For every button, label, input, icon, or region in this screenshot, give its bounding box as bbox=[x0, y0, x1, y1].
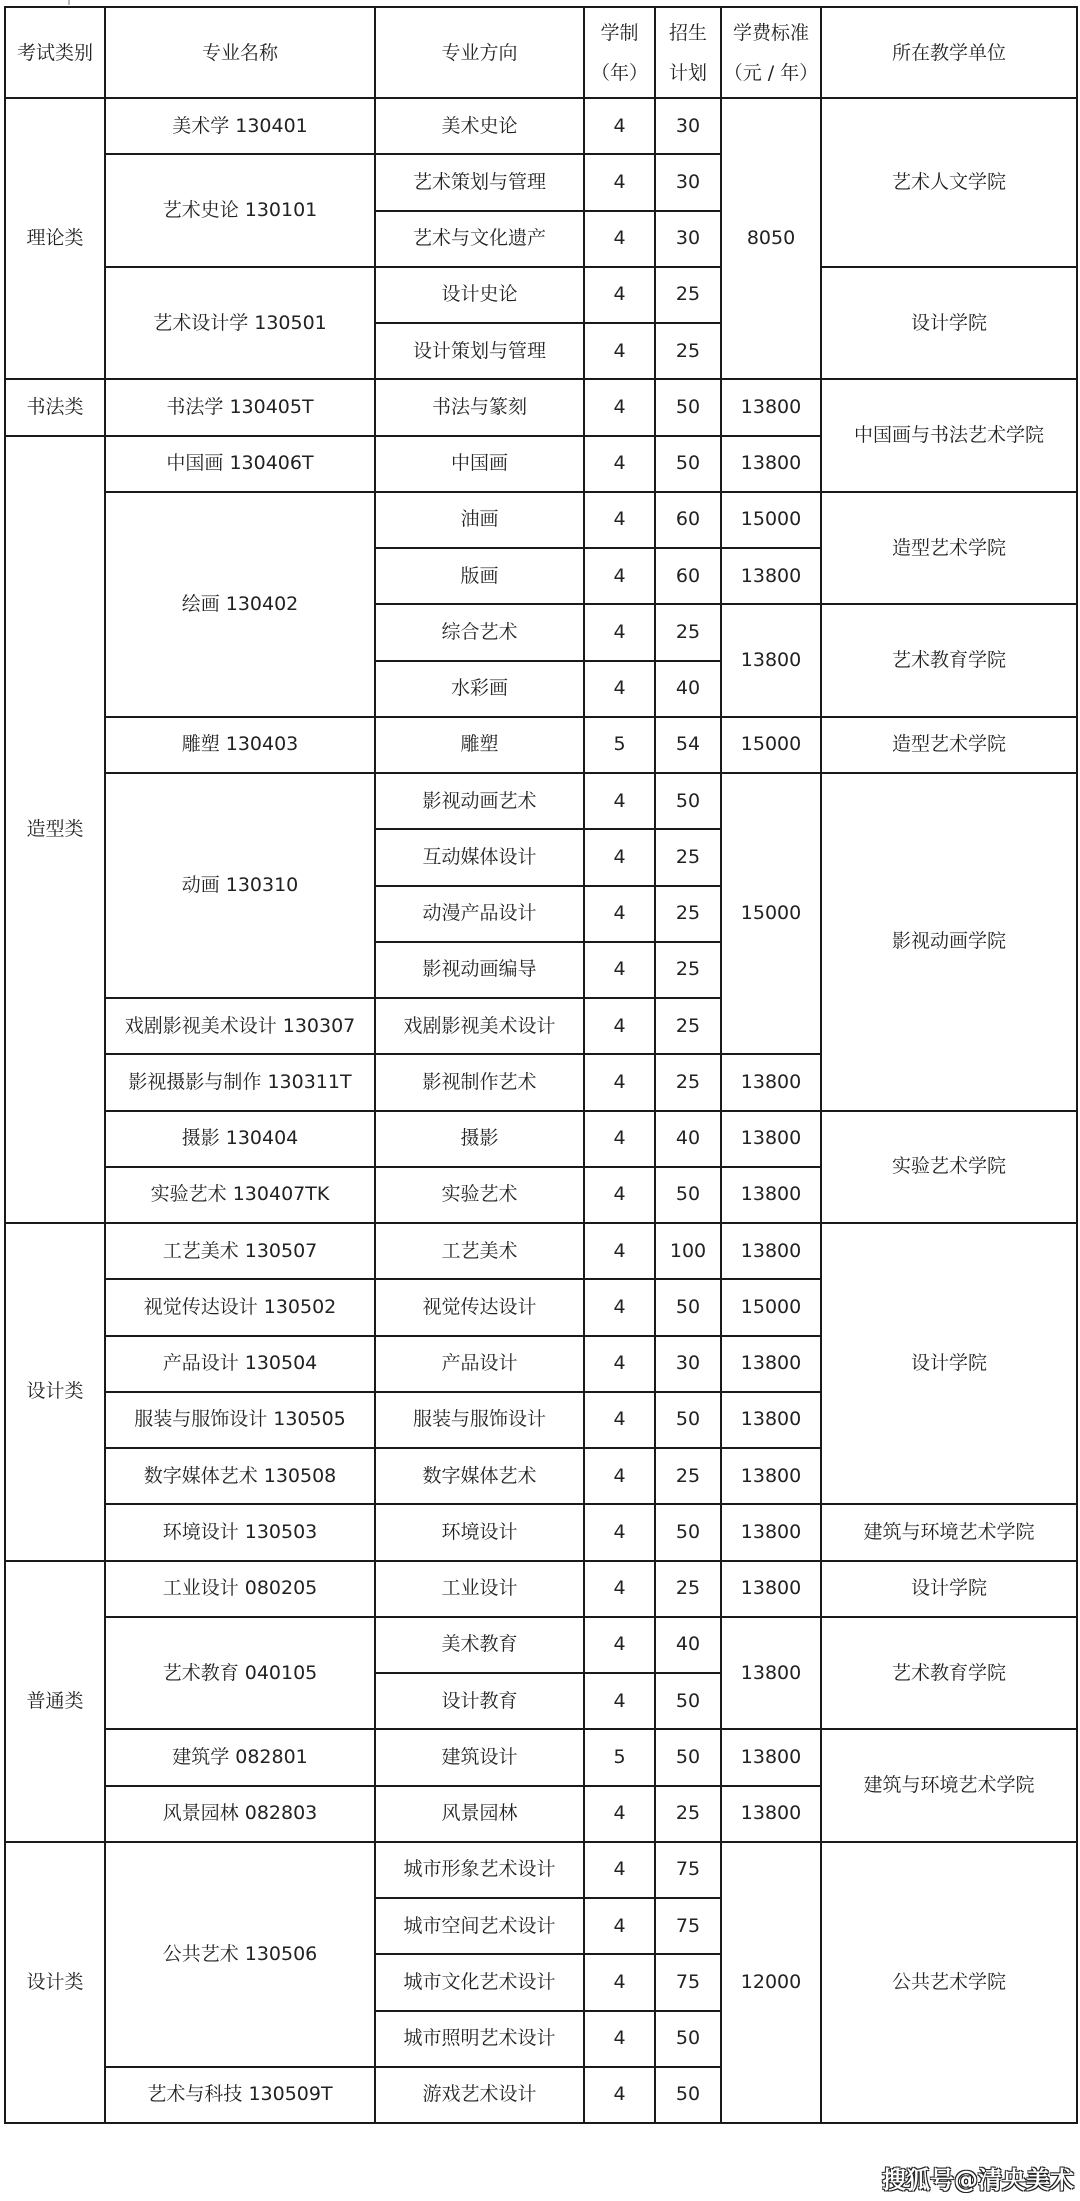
plan-cell: 30 bbox=[655, 98, 721, 154]
header-row bbox=[5, 7, 1077, 98]
direction-cell: 戏剧影视美术设计 bbox=[375, 998, 584, 1054]
major-cell: 书法学 130405T bbox=[105, 379, 375, 435]
top-marker bbox=[68, 0, 70, 5]
category-cell: 普通类 bbox=[5, 1561, 105, 1842]
years-cell: 4 bbox=[584, 1504, 655, 1560]
fee-cell: 13800 bbox=[721, 1504, 821, 1560]
years-cell: 4 bbox=[584, 1111, 655, 1167]
direction-cell: 摄影 bbox=[375, 1111, 584, 1167]
direction-cell: 环境设计 bbox=[375, 1504, 584, 1560]
years-cell: 4 bbox=[584, 661, 655, 717]
direction-cell: 影视制作艺术 bbox=[375, 1054, 584, 1110]
plan-cell: 30 bbox=[655, 1336, 721, 1392]
plan-cell: 25 bbox=[655, 267, 721, 323]
header-years-line2: （年） bbox=[590, 61, 648, 84]
years-cell: 4 bbox=[584, 323, 655, 379]
category-cell: 设计类 bbox=[5, 1223, 105, 1561]
school-cell: 设计学院 bbox=[821, 1223, 1077, 1504]
plan-cell: 25 bbox=[655, 942, 721, 998]
major-cell: 建筑学 082801 bbox=[105, 1729, 375, 1785]
category-cell: 理论类 bbox=[5, 98, 105, 379]
direction-cell: 艺术与文化遗产 bbox=[375, 211, 584, 267]
fee-cell: 15000 bbox=[721, 1279, 821, 1335]
major-cell: 艺术史论 130101 bbox=[105, 154, 375, 267]
major-cell: 绘画 130402 bbox=[105, 492, 375, 717]
category-cell: 书法类 bbox=[5, 379, 105, 435]
plan-cell: 75 bbox=[655, 1898, 721, 1954]
direction-cell: 影视动画编导 bbox=[375, 942, 584, 998]
fee-cell: 13800 bbox=[721, 1223, 821, 1279]
direction-cell: 产品设计 bbox=[375, 1336, 584, 1392]
fee-cell: 13800 bbox=[721, 1111, 821, 1167]
major-cell: 服装与服饰设计 130505 bbox=[105, 1392, 375, 1448]
fee-cell: 13800 bbox=[721, 1392, 821, 1448]
fee-cell: 8050 bbox=[721, 98, 821, 379]
years-cell: 4 bbox=[584, 492, 655, 548]
years-cell: 4 bbox=[584, 1673, 655, 1729]
fee-cell: 13800 bbox=[721, 1448, 821, 1504]
plan-cell: 75 bbox=[655, 1954, 721, 2010]
years-cell: 4 bbox=[584, 1561, 655, 1617]
plan-cell: 50 bbox=[655, 2067, 721, 2123]
fee-cell: 13800 bbox=[721, 548, 821, 604]
table-row bbox=[5, 1842, 1077, 1898]
years-cell: 4 bbox=[584, 1842, 655, 1898]
major-cell: 工业设计 080205 bbox=[105, 1561, 375, 1617]
table-row bbox=[5, 773, 1077, 829]
watermark: 搜狐号@清央美术 bbox=[882, 2166, 1074, 2194]
fee-cell: 13800 bbox=[721, 1617, 821, 1730]
fee-cell: 13800 bbox=[721, 436, 821, 492]
years-cell: 4 bbox=[584, 998, 655, 1054]
header-plan-line1: 招生 bbox=[668, 21, 707, 44]
direction-cell: 动漫产品设计 bbox=[375, 886, 584, 942]
school-cell: 建筑与环境艺术学院 bbox=[821, 1504, 1077, 1560]
years-cell: 4 bbox=[584, 1786, 655, 1842]
years-cell: 4 bbox=[584, 1617, 655, 1673]
major-cell: 戏剧影视美术设计 130307 bbox=[105, 998, 375, 1054]
years-cell: 4 bbox=[584, 604, 655, 660]
direction-cell: 书法与篆刻 bbox=[375, 379, 584, 435]
years-cell: 4 bbox=[584, 829, 655, 885]
direction-cell: 油画 bbox=[375, 492, 584, 548]
major-cell: 摄影 130404 bbox=[105, 1111, 375, 1167]
major-cell: 环境设计 130503 bbox=[105, 1504, 375, 1560]
years-cell: 4 bbox=[584, 773, 655, 829]
major-cell: 产品设计 130504 bbox=[105, 1336, 375, 1392]
header-fee-line2: （元 / 年） bbox=[723, 61, 819, 84]
direction-cell: 实验艺术 bbox=[375, 1167, 584, 1223]
school-cell: 设计学院 bbox=[821, 267, 1077, 380]
direction-cell: 设计史论 bbox=[375, 267, 584, 323]
plan-cell: 50 bbox=[655, 1167, 721, 1223]
school-cell: 艺术教育学院 bbox=[821, 604, 1077, 717]
plan-cell: 40 bbox=[655, 661, 721, 717]
fee-cell: 15000 bbox=[721, 717, 821, 773]
admissions-table bbox=[4, 6, 1078, 2124]
years-cell: 4 bbox=[584, 1954, 655, 2010]
direction-cell: 视觉传达设计 bbox=[375, 1279, 584, 1335]
school-cell: 影视动画学院 bbox=[821, 773, 1077, 1111]
direction-cell: 艺术策划与管理 bbox=[375, 154, 584, 210]
table-row bbox=[5, 1729, 1077, 1785]
table-row bbox=[5, 717, 1077, 773]
category-cell: 造型类 bbox=[5, 436, 105, 1224]
direction-cell: 雕塑 bbox=[375, 717, 584, 773]
direction-cell: 美术教育 bbox=[375, 1617, 584, 1673]
direction-cell: 美术史论 bbox=[375, 98, 584, 154]
plan-cell: 30 bbox=[655, 154, 721, 210]
direction-cell: 工艺美术 bbox=[375, 1223, 584, 1279]
plan-cell: 50 bbox=[655, 1392, 721, 1448]
school-cell: 艺术人文学院 bbox=[821, 98, 1077, 267]
years-cell: 4 bbox=[584, 1448, 655, 1504]
direction-cell: 水彩画 bbox=[375, 661, 584, 717]
table-row bbox=[5, 492, 1077, 548]
direction-cell: 数字媒体艺术 bbox=[375, 1448, 584, 1504]
school-cell: 建筑与环境艺术学院 bbox=[821, 1729, 1077, 1842]
direction-cell: 互动媒体设计 bbox=[375, 829, 584, 885]
plan-cell: 25 bbox=[655, 886, 721, 942]
direction-cell: 影视动画艺术 bbox=[375, 773, 584, 829]
fee-cell: 13800 bbox=[721, 1786, 821, 1842]
direction-cell: 建筑设计 bbox=[375, 1729, 584, 1785]
years-cell: 4 bbox=[584, 379, 655, 435]
fee-cell: 12000 bbox=[721, 1842, 821, 2123]
major-cell: 中国画 130406T bbox=[105, 436, 375, 492]
years-cell: 4 bbox=[584, 267, 655, 323]
header-school: 所在教学单位 bbox=[821, 7, 1077, 98]
fee-cell: 13800 bbox=[721, 1054, 821, 1110]
plan-cell: 54 bbox=[655, 717, 721, 773]
header-years bbox=[584, 7, 655, 98]
major-cell: 实验艺术 130407TK bbox=[105, 1167, 375, 1223]
school-cell: 造型艺术学院 bbox=[821, 492, 1077, 605]
major-cell: 动画 130310 bbox=[105, 773, 375, 998]
years-cell: 4 bbox=[584, 98, 655, 154]
plan-cell: 25 bbox=[655, 1786, 721, 1842]
plan-cell: 50 bbox=[655, 436, 721, 492]
years-cell: 4 bbox=[584, 2067, 655, 2123]
direction-cell: 综合艺术 bbox=[375, 604, 584, 660]
years-cell: 4 bbox=[584, 1279, 655, 1335]
plan-cell: 50 bbox=[655, 1279, 721, 1335]
years-cell: 5 bbox=[584, 717, 655, 773]
years-cell: 4 bbox=[584, 1054, 655, 1110]
plan-cell: 25 bbox=[655, 1448, 721, 1504]
table-row bbox=[5, 1111, 1077, 1167]
major-cell: 雕塑 130403 bbox=[105, 717, 375, 773]
header-years-line1: 学制 bbox=[600, 21, 639, 44]
direction-cell: 城市照明艺术设计 bbox=[375, 2011, 584, 2067]
header-major: 专业名称 bbox=[105, 7, 375, 98]
fee-cell: 13800 bbox=[721, 1729, 821, 1785]
school-cell: 中国画与书法艺术学院 bbox=[821, 379, 1077, 492]
header-category: 考试类别 bbox=[5, 7, 105, 98]
years-cell: 4 bbox=[584, 154, 655, 210]
table-row bbox=[5, 1504, 1077, 1560]
table-row bbox=[5, 98, 1077, 154]
plan-cell: 50 bbox=[655, 1504, 721, 1560]
years-cell: 4 bbox=[584, 436, 655, 492]
plan-cell: 30 bbox=[655, 211, 721, 267]
years-cell: 4 bbox=[584, 211, 655, 267]
plan-cell: 50 bbox=[655, 1673, 721, 1729]
header-plan-line2: 计划 bbox=[668, 61, 707, 84]
direction-cell: 城市形象艺术设计 bbox=[375, 1842, 584, 1898]
direction-cell: 游戏艺术设计 bbox=[375, 2067, 584, 2123]
plan-cell: 25 bbox=[655, 998, 721, 1054]
major-cell: 艺术教育 040105 bbox=[105, 1617, 375, 1730]
direction-cell: 服装与服饰设计 bbox=[375, 1392, 584, 1448]
plan-cell: 50 bbox=[655, 1729, 721, 1785]
years-cell: 4 bbox=[584, 1336, 655, 1392]
header-direction: 专业方向 bbox=[375, 7, 584, 98]
years-cell: 4 bbox=[584, 942, 655, 998]
major-cell: 工艺美术 130507 bbox=[105, 1223, 375, 1279]
years-cell: 5 bbox=[584, 1729, 655, 1785]
years-cell: 4 bbox=[584, 1392, 655, 1448]
major-cell: 艺术与科技 130509T bbox=[105, 2067, 375, 2123]
table-row bbox=[5, 267, 1077, 323]
direction-cell: 设计策划与管理 bbox=[375, 323, 584, 379]
table-row bbox=[5, 1223, 1077, 1279]
direction-cell: 中国画 bbox=[375, 436, 584, 492]
years-cell: 4 bbox=[584, 1167, 655, 1223]
school-cell: 造型艺术学院 bbox=[821, 717, 1077, 773]
major-cell: 美术学 130401 bbox=[105, 98, 375, 154]
table-row bbox=[5, 1561, 1077, 1617]
fee-cell: 13800 bbox=[721, 1167, 821, 1223]
plan-cell: 25 bbox=[655, 1561, 721, 1617]
direction-cell: 城市文化艺术设计 bbox=[375, 1954, 584, 2010]
fee-cell: 15000 bbox=[721, 773, 821, 1054]
school-cell: 公共艺术学院 bbox=[821, 1842, 1077, 2123]
major-cell: 视觉传达设计 130502 bbox=[105, 1279, 375, 1335]
school-cell: 实验艺术学院 bbox=[821, 1111, 1077, 1224]
fee-cell: 13800 bbox=[721, 1561, 821, 1617]
header-fee bbox=[721, 7, 821, 98]
fee-cell: 13800 bbox=[721, 1336, 821, 1392]
direction-cell: 版画 bbox=[375, 548, 584, 604]
years-cell: 4 bbox=[584, 886, 655, 942]
table-row bbox=[5, 1617, 1077, 1673]
direction-cell: 工业设计 bbox=[375, 1561, 584, 1617]
years-cell: 4 bbox=[584, 2011, 655, 2067]
major-cell: 艺术设计学 130501 bbox=[105, 267, 375, 380]
header-plan bbox=[655, 7, 721, 98]
major-cell: 风景园林 082803 bbox=[105, 1786, 375, 1842]
school-cell: 艺术教育学院 bbox=[821, 1617, 1077, 1730]
direction-cell: 设计教育 bbox=[375, 1673, 584, 1729]
plan-cell: 25 bbox=[655, 604, 721, 660]
major-cell: 公共艺术 130506 bbox=[105, 1842, 375, 2067]
plan-cell: 40 bbox=[655, 1111, 721, 1167]
table-row bbox=[5, 379, 1077, 435]
fee-cell: 13800 bbox=[721, 604, 821, 717]
plan-cell: 100 bbox=[655, 1223, 721, 1279]
plan-cell: 50 bbox=[655, 2011, 721, 2067]
header-fee-line1: 学费标准 bbox=[732, 21, 809, 44]
plan-cell: 60 bbox=[655, 548, 721, 604]
major-cell: 影视摄影与制作 130311T bbox=[105, 1054, 375, 1110]
plan-cell: 75 bbox=[655, 1842, 721, 1898]
years-cell: 4 bbox=[584, 548, 655, 604]
direction-cell: 风景园林 bbox=[375, 1786, 584, 1842]
plan-cell: 40 bbox=[655, 1617, 721, 1673]
plan-cell: 25 bbox=[655, 323, 721, 379]
plan-cell: 50 bbox=[655, 773, 721, 829]
fee-cell: 15000 bbox=[721, 492, 821, 548]
plan-cell: 60 bbox=[655, 492, 721, 548]
plan-cell: 50 bbox=[655, 379, 721, 435]
years-cell: 4 bbox=[584, 1223, 655, 1279]
fee-cell: 13800 bbox=[721, 379, 821, 435]
plan-cell: 25 bbox=[655, 1054, 721, 1110]
school-cell: 设计学院 bbox=[821, 1561, 1077, 1617]
direction-cell: 城市空间艺术设计 bbox=[375, 1898, 584, 1954]
years-cell: 4 bbox=[584, 1898, 655, 1954]
major-cell: 数字媒体艺术 130508 bbox=[105, 1448, 375, 1504]
plan-cell: 25 bbox=[655, 829, 721, 885]
category-cell: 设计类 bbox=[5, 1842, 105, 2123]
